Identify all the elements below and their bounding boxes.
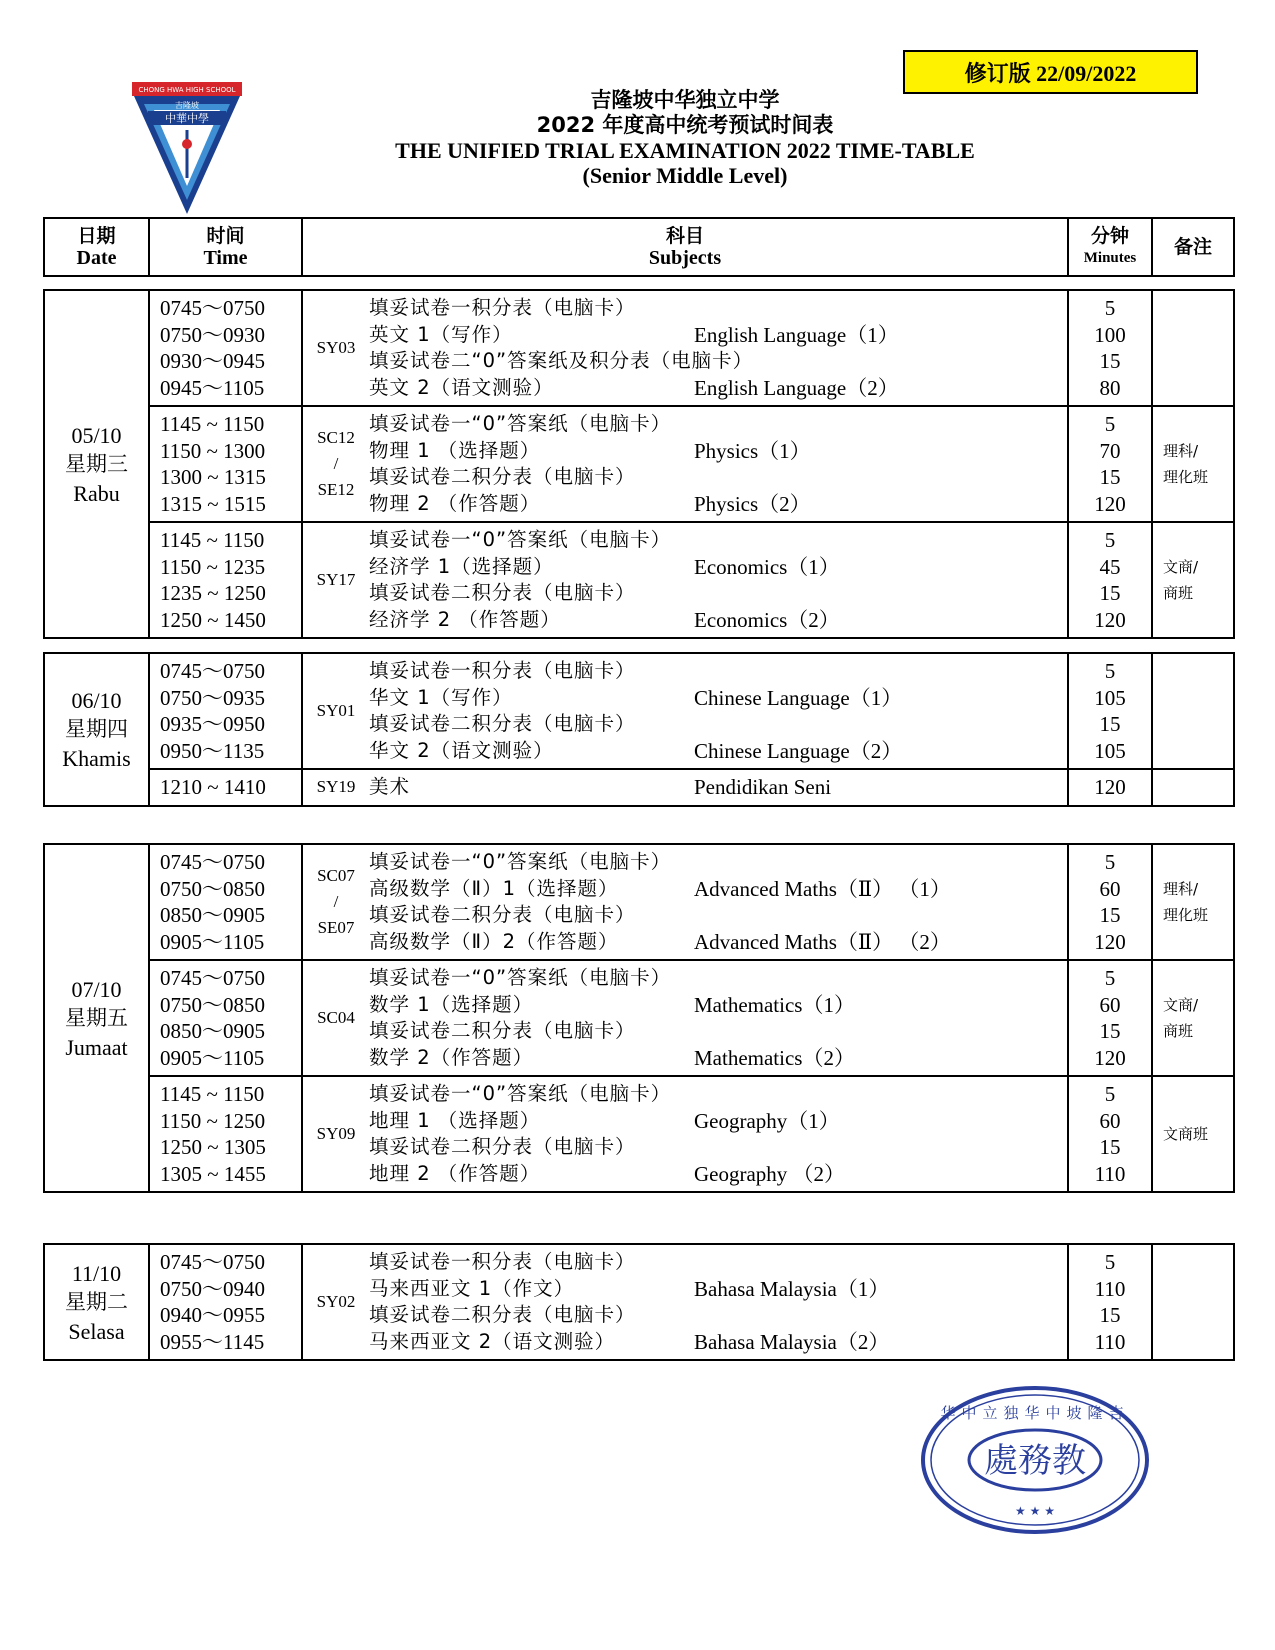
school-logo (132, 82, 242, 217)
subject-cn: 填妥试卷一“0”答案纸（电脑卡） (369, 850, 672, 873)
duration-minutes: 5 (1104, 528, 1116, 552)
subject-cn: 填妥试卷一积分表（电脑卡） (369, 296, 636, 319)
time-slot: 0905～1105 (160, 1045, 265, 1070)
subject-cn: 地理 2 （作答题） (369, 1161, 541, 1185)
duration-minutes: 5 (1104, 296, 1116, 320)
subject-cn: 填妥试卷二“0”答案纸及积分表（电脑卡） (369, 349, 754, 372)
subject-code: SC04 (317, 1008, 355, 1027)
duration-minutes: 110 (1094, 1276, 1126, 1301)
exam-date: 07/10 (71, 976, 122, 1002)
time-slot: 0745～0750 (160, 1250, 265, 1274)
duration-minutes: 120 (1094, 929, 1126, 954)
office-seal (920, 1385, 1150, 1535)
note-cell (1152, 844, 1234, 960)
time-cell (149, 1076, 302, 1192)
note-text: 理化班 (1163, 906, 1209, 924)
duration-minutes: 105 (1094, 738, 1126, 763)
subject-line (369, 411, 1067, 438)
duration-minutes: 15 (1099, 1303, 1121, 1327)
exam-day-ms: Jumaat (65, 1034, 128, 1060)
subject-line (369, 711, 1067, 738)
subject-line (369, 849, 1067, 876)
time-slot: 0935～0950 (160, 712, 265, 736)
subject-en: Bahasa Malaysia（1） (694, 1276, 890, 1301)
subject-code: SY02 (316, 1292, 356, 1311)
subject-en: English Language（1） (694, 322, 899, 347)
minutes-cell (1068, 960, 1152, 1076)
exam-day-ms: Khamis (62, 745, 131, 771)
subject-cell (302, 1244, 1068, 1360)
time-slot: 1250 ~ 1305 (160, 1135, 266, 1159)
subject-en: Pendidikan Seni (694, 775, 832, 799)
note-cell (1152, 960, 1234, 1076)
time-slot: 0745～0750 (160, 850, 265, 874)
note-text: 理科/ (1163, 880, 1199, 898)
note-text: 商班 (1163, 1022, 1194, 1040)
duration-minutes: 110 (1094, 1329, 1126, 1354)
subject-code: SY09 (316, 1124, 356, 1143)
subject-line (369, 580, 1067, 607)
note-cell (1152, 653, 1234, 769)
subject-code: SY03 (316, 338, 356, 357)
minutes-cell (1068, 769, 1152, 806)
header-subjects: 科目 Subjects (302, 218, 1068, 276)
day-table (43, 289, 1235, 639)
time-slot: 1145 ~ 1150 (160, 412, 265, 436)
subject-en: Geography （2） (694, 1161, 846, 1186)
subject-line (369, 348, 1067, 375)
subject-en: Bahasa Malaysia（2） (694, 1329, 890, 1354)
time-slot: 1250 ~ 1450 (160, 607, 266, 632)
duration-minutes: 110 (1094, 1161, 1126, 1186)
subject-en: Advanced Maths（Ⅱ） （1） (694, 876, 951, 901)
time-slot: 1305 ~ 1455 (160, 1161, 266, 1186)
time-slot: 0850～0905 (160, 903, 265, 927)
subject-line (369, 1329, 1067, 1356)
time-slot: 0850～0905 (160, 1019, 265, 1043)
subject-cn: 填妥试卷二积分表（电脑卡） (369, 903, 636, 926)
subject-cn: 地理 1 （选择题） (369, 1108, 541, 1132)
subject-en: English Language（2） (694, 375, 899, 400)
duration-minutes: 15 (1099, 903, 1121, 927)
subject-cn: 华文 1（写作） (369, 685, 513, 709)
subject-cell (302, 653, 1068, 769)
time-slot: 1145 ~ 1150 (160, 1082, 265, 1106)
seal-ring-text: 华中立独华中坡隆吉 (940, 1404, 1130, 1422)
duration-minutes: 5 (1104, 1250, 1116, 1274)
date-cell (44, 844, 149, 1192)
exam-block-row (44, 406, 1234, 522)
duration-minutes: 100 (1094, 322, 1126, 347)
note-cell (1152, 406, 1234, 522)
day-table (43, 1243, 1235, 1361)
time-slot: 1145 ~ 1150 (160, 528, 265, 552)
time-slot: 1210 ~ 1410 (160, 775, 266, 799)
subject-cn: 英文 2（语文测验） (369, 375, 554, 399)
subject-en: Geography（1） (694, 1108, 840, 1133)
note-text: 文商班 (1163, 1125, 1209, 1143)
duration-minutes: 5 (1104, 966, 1116, 990)
note-text: 商班 (1163, 584, 1194, 602)
subject-code: SY19 (316, 777, 356, 797)
subject-line (369, 1302, 1067, 1329)
time-slot: 0950～1135 (160, 738, 265, 763)
day-table (43, 652, 1235, 807)
date-cell (44, 1244, 149, 1360)
subject-line (369, 527, 1067, 554)
subject-line (369, 1081, 1067, 1108)
subject-line (369, 1276, 1067, 1303)
subject-cn: 填妥试卷二积分表（电脑卡） (369, 1303, 636, 1326)
header-notes: 备注 (1152, 218, 1234, 276)
exam-block-row (44, 844, 1234, 960)
minutes-cell (1068, 522, 1152, 638)
subject-code: SY17 (316, 570, 356, 589)
exam-block-row (44, 960, 1234, 1076)
header-minutes: 分钟 Minutes (1068, 218, 1152, 276)
duration-minutes: 15 (1099, 712, 1121, 736)
subject-code: SC07 / SE07 (317, 866, 355, 937)
time-cell (149, 1244, 302, 1360)
subject-line (369, 464, 1067, 491)
subject-cn: 马来西亚文 2（语文测验） (369, 1329, 616, 1353)
subject-cn: 填妥试卷一“0”答案纸（电脑卡） (369, 966, 672, 989)
subject-en: Physics（1） (694, 438, 811, 463)
subject-cn: 填妥试卷一积分表（电脑卡） (369, 659, 636, 682)
note-text: 文商/ (1163, 996, 1199, 1014)
seal-center-text: 處務教 (984, 1441, 1086, 1481)
subject-line (369, 902, 1067, 929)
time-slot: 0750～0935 (160, 685, 265, 710)
time-slot: 0750～0940 (160, 1276, 265, 1301)
note-text: 理化班 (1163, 468, 1209, 486)
subject-en: Economics（1） (694, 554, 840, 579)
subject-en: Chinese Language（2） (694, 738, 903, 763)
time-slot: 0750～0850 (160, 876, 265, 901)
title-block (260, 88, 1110, 188)
subject-code: SY01 (316, 701, 356, 720)
subject-cn: 高级数学（Ⅱ）2（作答题） (369, 929, 619, 953)
subject-line (369, 1018, 1067, 1045)
subject-line (369, 876, 1067, 903)
day-table (43, 843, 1235, 1193)
subject-cn: 填妥试卷一积分表（电脑卡） (369, 1250, 636, 1273)
subject-line (369, 1249, 1067, 1276)
subject-cell (302, 406, 1068, 522)
subject-cell (302, 960, 1068, 1076)
duration-minutes: 60 (1099, 876, 1121, 901)
note-cell (1152, 1076, 1234, 1192)
subject-en: Physics（2） (694, 491, 811, 516)
time-cell (149, 653, 302, 769)
subject-line (369, 1108, 1067, 1135)
subject-line (369, 774, 1067, 801)
time-cell (149, 290, 302, 406)
subject-en: Mathematics（2） (694, 1045, 855, 1070)
minutes-cell (1068, 1076, 1152, 1192)
logo-small-text: 吉隆坡 (175, 101, 199, 110)
header-table (43, 217, 1235, 277)
subject-line (369, 1045, 1067, 1072)
header-date: 日期 Date (44, 218, 149, 276)
subject-cell (302, 1076, 1068, 1192)
duration-minutes: 120 (1094, 491, 1126, 516)
minutes-cell (1068, 653, 1152, 769)
exam-day-ms: Selasa (68, 1318, 125, 1344)
duration-minutes: 80 (1099, 375, 1121, 400)
subject-en: Economics（2） (694, 607, 840, 632)
exam-day-ms: Rabu (73, 480, 120, 506)
exam-date: 06/10 (71, 687, 122, 713)
logo-name-text: 中華中學 (165, 112, 209, 125)
duration-minutes: 70 (1099, 438, 1121, 463)
time-slot: 1300 ~ 1315 (160, 465, 266, 489)
subject-cn: 马来西亚文 1（作文） (369, 1276, 575, 1300)
time-cell (149, 522, 302, 638)
duration-minutes: 45 (1099, 554, 1121, 579)
duration-minutes: 15 (1099, 349, 1121, 373)
subject-line (369, 375, 1067, 402)
time-cell (149, 960, 302, 1076)
duration-minutes: 15 (1099, 581, 1121, 605)
duration-minutes: 5 (1104, 412, 1116, 436)
subject-cn: 填妥试卷一“0”答案纸（电脑卡） (369, 412, 672, 435)
duration-minutes: 60 (1099, 1108, 1121, 1133)
duration-minutes: 15 (1099, 1135, 1121, 1159)
date-cell (44, 653, 149, 806)
duration-minutes: 15 (1099, 1019, 1121, 1043)
subject-cell (302, 522, 1068, 638)
subject-en: Advanced Maths（Ⅱ） （2） (694, 929, 951, 954)
subject-line (369, 438, 1067, 465)
subject-line (369, 658, 1067, 685)
subject-cell (302, 290, 1068, 406)
time-cell (149, 844, 302, 960)
subject-code: SC12 / SE12 (317, 428, 355, 499)
subject-line (369, 965, 1067, 992)
time-cell (149, 769, 302, 806)
subject-cell (302, 844, 1068, 960)
timetable-subtitle: (Senior Middle Level) (582, 163, 788, 188)
time-slot: 0905～1105 (160, 929, 265, 954)
duration-minutes: 5 (1104, 659, 1116, 683)
time-slot: 0955～1145 (160, 1329, 265, 1354)
time-slot: 0745～0750 (160, 966, 265, 990)
header-time: 时间 Time (149, 218, 302, 276)
subject-cn: 数学 2（作答题） (369, 1045, 534, 1069)
exam-block-row (44, 1244, 1234, 1360)
subject-line (369, 929, 1067, 956)
subject-cn: 经济学 1（选择题） (369, 554, 554, 578)
time-slot: 0945～1105 (160, 375, 265, 400)
minutes-cell (1068, 290, 1152, 406)
subject-cn: 填妥试卷二积分表（电脑卡） (369, 1135, 636, 1158)
duration-minutes: 5 (1104, 1082, 1116, 1106)
timetable-title-cn: 2022 年度高中统考预试时间表 (536, 113, 834, 137)
time-slot: 0750～0850 (160, 992, 265, 1017)
time-cell (149, 406, 302, 522)
subject-line (369, 554, 1067, 581)
subject-line (369, 685, 1067, 712)
time-slot: 0750～0930 (160, 322, 265, 347)
exam-block-row (44, 1076, 1234, 1192)
note-text: 理科/ (1163, 442, 1199, 460)
subject-line (369, 491, 1067, 518)
exam-day-cn: 星期三 (65, 451, 128, 476)
subject-en: Mathematics（1） (694, 992, 855, 1017)
svg-text:★ ★ ★: ★ ★ ★ (1015, 1504, 1055, 1518)
minutes-cell (1068, 844, 1152, 960)
school-name: 吉隆坡中华独立中学 (590, 88, 780, 112)
minutes-cell (1068, 1244, 1152, 1360)
subject-cn: 填妥试卷二积分表（电脑卡） (369, 581, 636, 604)
subject-line (369, 992, 1067, 1019)
duration-minutes: 120 (1094, 607, 1126, 632)
exam-block-row (44, 290, 1234, 406)
subject-cn: 华文 2（语文测验） (369, 738, 554, 762)
subject-line (369, 1134, 1067, 1161)
subject-cn: 数学 1（选择题） (369, 992, 534, 1016)
revision-banner: 修订版 22/09/2022 (903, 50, 1198, 94)
subject-cn: 英文 1（写作） (369, 322, 513, 346)
exam-day-cn: 星期五 (65, 1005, 128, 1030)
subject-cell (302, 769, 1068, 806)
exam-day-cn: 星期四 (65, 716, 128, 741)
time-slot: 0745～0750 (160, 659, 265, 683)
time-slot: 1150 ~ 1300 (160, 438, 266, 463)
subject-cn: 填妥试卷二积分表（电脑卡） (369, 465, 636, 488)
subject-cn: 填妥试卷二积分表（电脑卡） (369, 712, 636, 735)
subject-cn: 填妥试卷二积分表（电脑卡） (369, 1019, 636, 1042)
time-slot: 1150 ~ 1250 (160, 1108, 266, 1133)
subject-cn: 美术 (369, 775, 411, 798)
subject-cn: 填妥试卷一“0”答案纸（电脑卡） (369, 528, 672, 551)
subject-cn: 经济学 2 （作答题） (369, 607, 561, 631)
time-slot: 0940～0955 (160, 1303, 265, 1327)
exam-date: 11/10 (71, 1260, 122, 1286)
subject-cn: 物理 2 （作答题） (369, 491, 541, 515)
duration-minutes: 120 (1094, 775, 1126, 799)
subject-line (369, 738, 1067, 765)
exam-block-row (44, 769, 1234, 806)
time-slot: 0930～0945 (160, 349, 265, 373)
time-slot: 1150 ~ 1235 (160, 554, 266, 579)
exam-block-row (44, 522, 1234, 638)
subject-line (369, 607, 1067, 634)
note-cell (1152, 1244, 1234, 1360)
time-slot: 0745～0750 (160, 296, 265, 320)
date-cell (44, 290, 149, 638)
note-cell (1152, 522, 1234, 638)
time-slot: 1235 ~ 1250 (160, 581, 266, 605)
subject-en: Chinese Language（1） (694, 685, 903, 710)
note-cell (1152, 769, 1234, 806)
minutes-cell (1068, 406, 1152, 522)
subject-cn: 高级数学（Ⅱ）1（选择题） (369, 876, 619, 900)
exam-block-row (44, 653, 1234, 769)
exam-date: 05/10 (71, 422, 122, 448)
note-cell (1152, 290, 1234, 406)
note-text: 文商/ (1163, 558, 1199, 576)
duration-minutes: 5 (1104, 850, 1116, 874)
time-slot: 1315 ~ 1515 (160, 491, 266, 516)
logo-top-text: CHONG HWA HIGH SCHOOL (138, 86, 236, 94)
duration-minutes: 105 (1094, 685, 1126, 710)
duration-minutes: 120 (1094, 1045, 1126, 1070)
subject-line (369, 322, 1067, 349)
subject-line (369, 1161, 1067, 1188)
subject-line (369, 295, 1067, 322)
duration-minutes: 60 (1099, 992, 1121, 1017)
duration-minutes: 15 (1099, 465, 1121, 489)
subject-cn: 填妥试卷一“0”答案纸（电脑卡） (369, 1082, 672, 1105)
subject-cn: 物理 1 （选择题） (369, 438, 541, 462)
exam-day-cn: 星期二 (65, 1289, 128, 1314)
timetable-title-en: THE UNIFIED TRIAL EXAMINATION 2022 TIME-TABLE (395, 138, 975, 163)
